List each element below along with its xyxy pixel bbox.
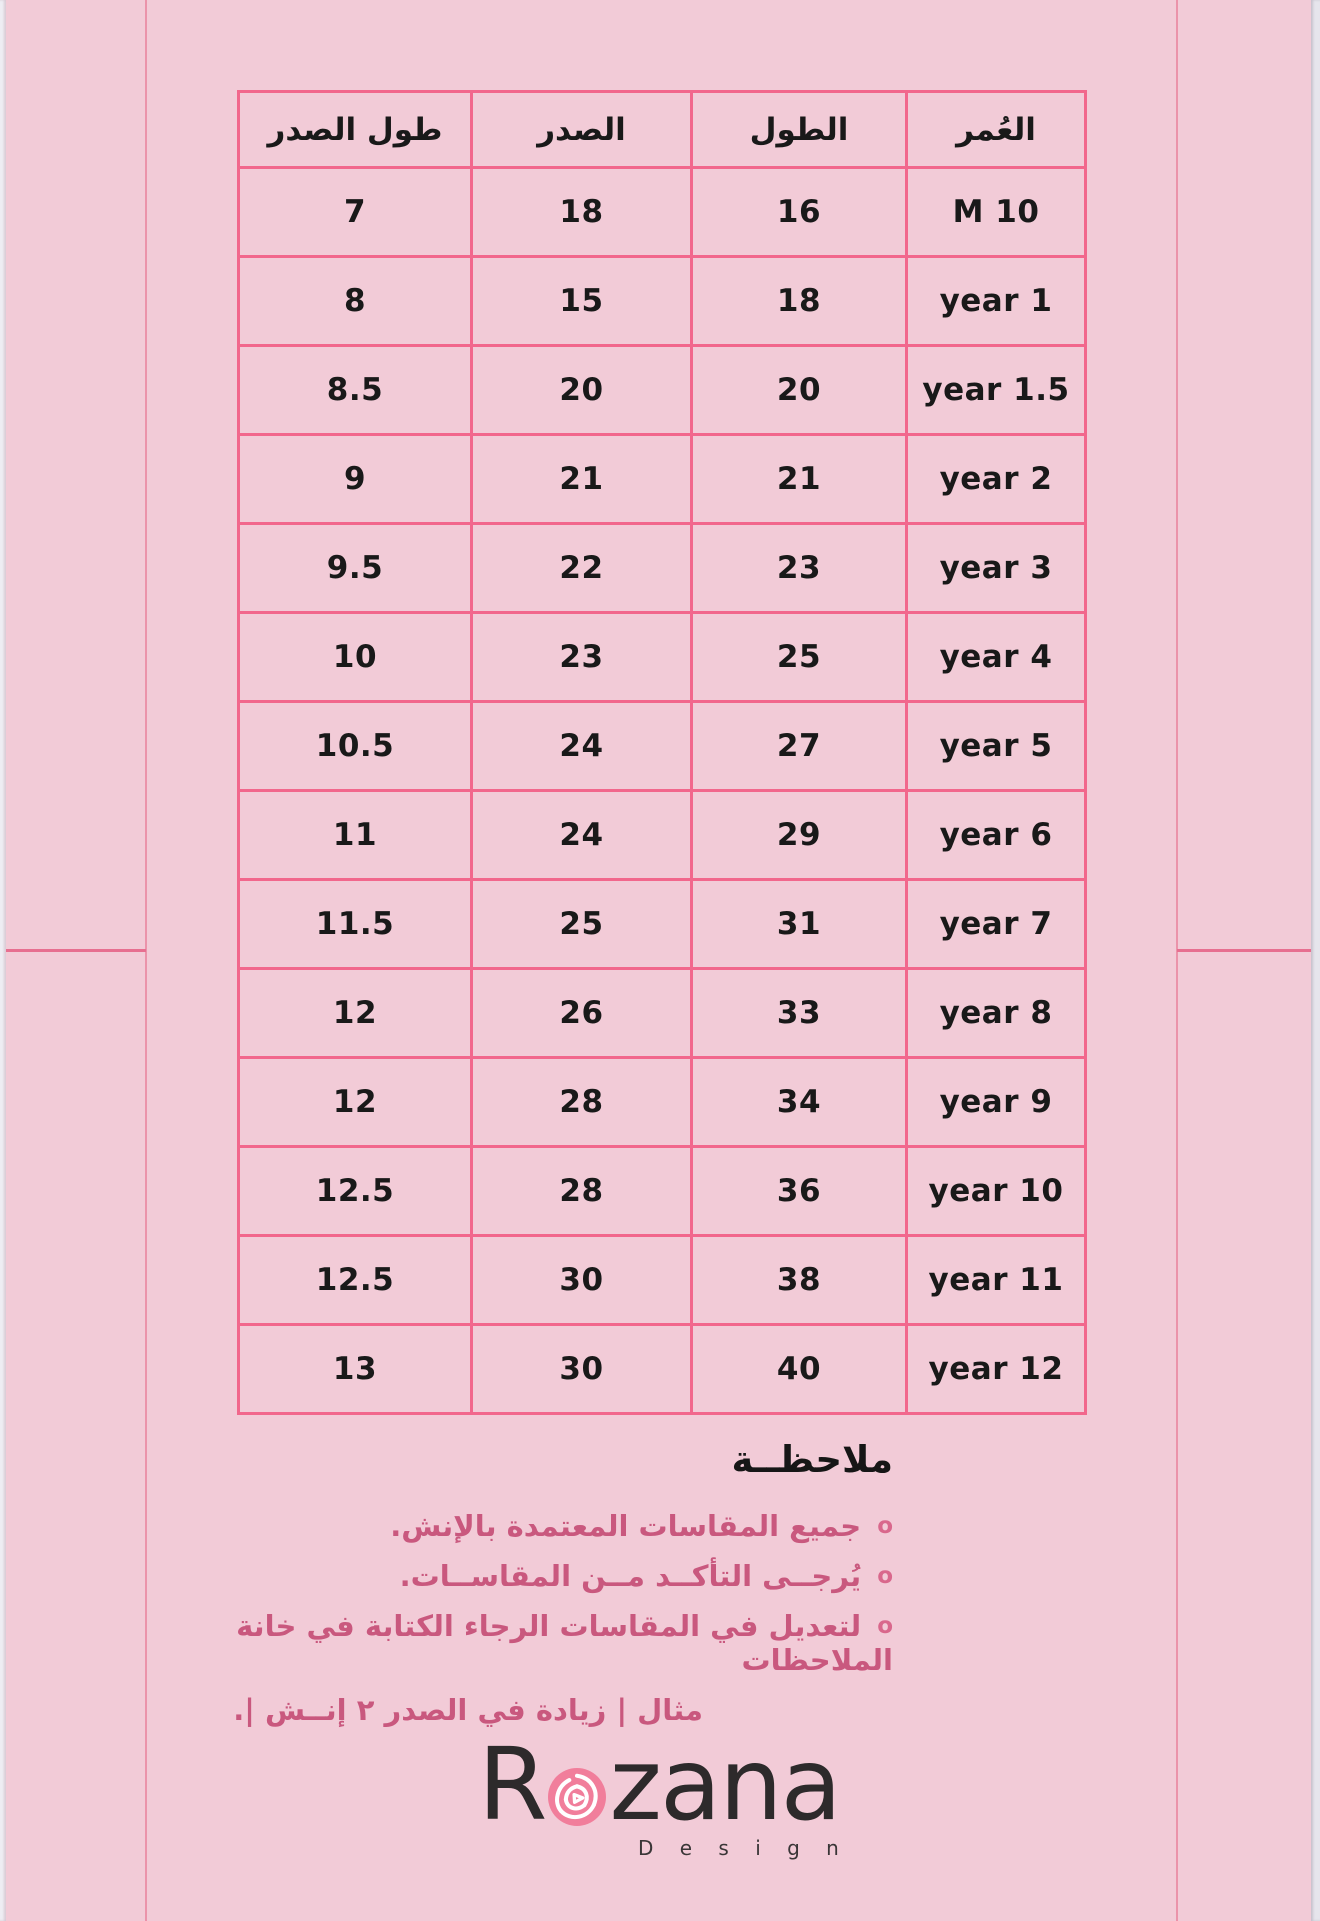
age-cell: 11 year [907,1236,1086,1325]
length-cell: 40 [692,1325,907,1414]
length-cell: 16 [692,168,907,257]
chest-cell: 28 [472,1147,692,1236]
age-cell: 7 year [907,880,1086,969]
note-text: يُرجــى التأكــد مــن المقاســات. [399,1558,862,1593]
header-chest: الصدر [472,92,692,168]
notes-section [213,1438,893,1743]
note-text: جميع المقاسات المعتمدة بالإنش. [390,1509,862,1543]
table-header-row [239,92,1086,168]
chest-cell: 22 [472,524,692,613]
length-cell: 20 [692,346,907,435]
header-chest-length: طول الصدر [239,92,472,168]
header-age: العُمر [907,92,1086,168]
table-row [239,1147,1086,1236]
table-row [239,1236,1086,1325]
chest-length-cell: 8 [239,257,472,346]
chest-length-cell: 9.5 [239,524,472,613]
age-cell: 10 year [907,1147,1086,1236]
note-item [213,1609,893,1679]
table-row [239,1325,1086,1414]
chest-cell: 26 [472,969,692,1058]
chest-cell: 24 [472,791,692,880]
chest-cell: 30 [472,1325,692,1414]
note-text: لتعديل في المقاسات الرجاء الكتابة في خانة الملاحظات [236,1608,893,1678]
age-cell: 5 year [907,702,1086,791]
chest-cell: 21 [472,435,692,524]
note-text: مثال | زيادة في الصدر ٢ إنــش |. [233,1693,703,1728]
logo-text-zana: zana [609,1726,840,1843]
chest-length-cell: 12.5 [239,1236,472,1325]
age-cell: 10 M [907,168,1086,257]
chest-cell: 28 [472,1058,692,1147]
age-cell: 3 year [907,524,1086,613]
table-row [239,880,1086,969]
chest-length-cell: 12 [239,1058,472,1147]
page-right-edge [1311,0,1320,1921]
note-item [213,1559,893,1594]
age-cell: 8 year [907,969,1086,1058]
length-cell: 27 [692,702,907,791]
length-cell: 38 [692,1236,907,1325]
header-length: الطول [692,92,907,168]
bullet-marker-icon: o [877,1562,893,1589]
table-row [239,702,1086,791]
table-row [239,791,1086,880]
right-guide-tick [1177,949,1311,952]
logo-subtitle: D e s i g n [638,1836,849,1860]
length-cell: 18 [692,257,907,346]
age-cell: 1.5 year [907,346,1086,435]
table-row [239,257,1086,346]
chest-length-cell: 12 [239,969,472,1058]
chest-length-cell: 10.5 [239,702,472,791]
table-row [239,613,1086,702]
bullet-marker-icon: o [877,1612,893,1639]
left-guide-tick [6,949,146,952]
chest-cell: 20 [472,346,692,435]
chest-cell: 30 [472,1236,692,1325]
length-cell: 33 [692,969,907,1058]
chest-length-cell: 12.5 [239,1147,472,1236]
note-item [213,1693,893,1728]
chest-length-cell: 13 [239,1325,472,1414]
note-item [213,1509,893,1544]
notes-list [213,1509,893,1728]
table-row [239,168,1086,257]
table-row [239,435,1086,524]
age-cell: 12 year [907,1325,1086,1414]
length-cell: 36 [692,1147,907,1236]
notes-title: ملاحظــة [731,1438,893,1481]
age-cell: 6 year [907,791,1086,880]
size-chart-table [237,90,1087,1415]
age-cell: 9 year [907,1058,1086,1147]
length-cell: 34 [692,1058,907,1147]
length-cell: 31 [692,880,907,969]
logo-text-r: R [478,1726,546,1843]
length-cell: 25 [692,613,907,702]
age-cell: 1 year [907,257,1086,346]
page-left-edge [0,0,6,1921]
table-row [239,969,1086,1058]
chest-length-cell: 10 [239,613,472,702]
chest-length-cell: 11 [239,791,472,880]
chest-cell: 25 [472,880,692,969]
table-row [239,524,1086,613]
table-row [239,346,1086,435]
chest-length-cell: 11.5 [239,880,472,969]
chest-length-cell: 7 [239,168,472,257]
chest-cell: 15 [472,257,692,346]
age-cell: 4 year [907,613,1086,702]
brand-logo [478,1726,840,1843]
chest-cell: 18 [472,168,692,257]
chest-cell: 23 [472,613,692,702]
length-cell: 23 [692,524,907,613]
chest-length-cell: 8.5 [239,346,472,435]
length-cell: 21 [692,435,907,524]
bullet-marker-icon: o [877,1513,893,1539]
age-cell: 2 year [907,435,1086,524]
length-cell: 29 [692,791,907,880]
rose-icon [545,1768,609,1828]
chest-cell: 24 [472,702,692,791]
left-guide-line [145,0,147,1921]
chest-length-cell: 9 [239,435,472,524]
right-guide-line [1176,0,1178,1921]
table-row [239,1058,1086,1147]
